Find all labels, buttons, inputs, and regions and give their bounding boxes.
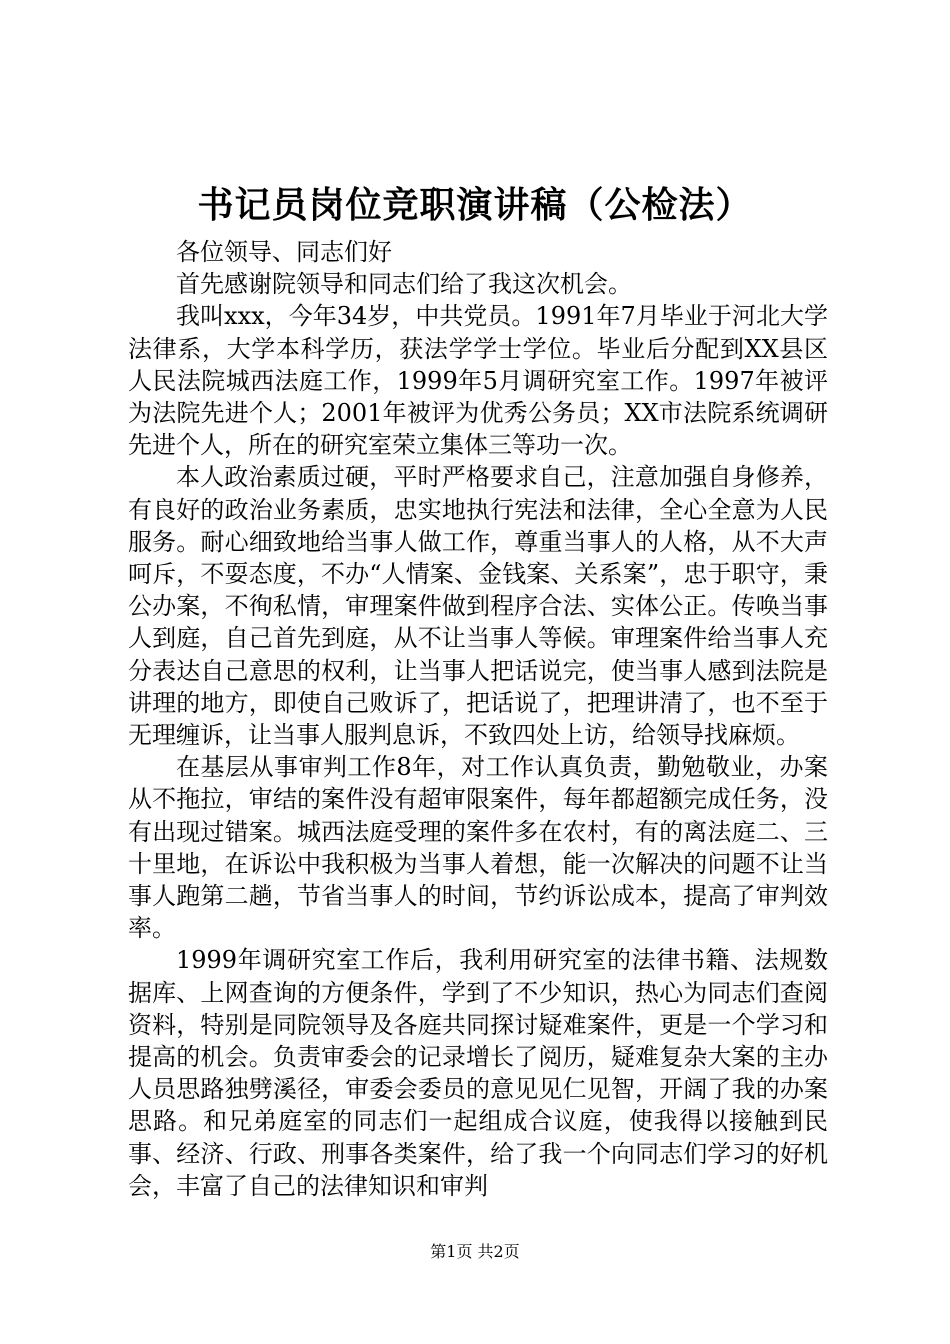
paragraph-introduction: 我叫xxx，今年34岁，中共党员。1991年7月毕业于河北大学法律系，大学本科学历，获法学学士学位。毕业后分配到XX县区人民法院城西法庭工作，1999年5月调研究室工作。1997年被评为法院先进个人；2001年被评为优秀公务员；XX市法院系统调研先进个人，所在的研究室荣立集体三等功一次。 <box>128 302 828 460</box>
page-number-footer: 第1页 共2页 <box>430 1242 520 1261</box>
paragraph-trial-work: 在基层从事审判工作8年，对工作认真负责，勤勉敬业，办案从不拖拉，审结的案件没有超审限案件，每年都超额完成任务，没有出现过错案。城西法庭受理的案件多在农村，有的离法庭二、三十里地，在诉讼中我积极为当事人着想，能一次解决的问题不让当事人跑第二趟，节省当事人的时间，节约诉讼成本，提高了审判效率。 <box>128 753 828 943</box>
paragraph-political-quality: 本人政治素质过硬，平时严格要求自己，注意加强自身修养，有良好的政治业务素质，忠实地执行宪法和法律，全心全意为人民服务。耐心细致地给当事人做工作，尊重当事人的人格，从不大声呵斥，不耍态度，不办“人情案、金钱案、关系案”，忠于职守，秉公办案，不徇私情，审理案件做到程序合法、实体公正。传唤当事人到庭，自己首先到庭，从不让当事人等候。审理案件给当事人充分表达自己意思的权利，让当事人把话说完，使当事人感到法院是讲理的地方，即使自己败诉了，把话说了，把理讲清了，也不至于无理缠诉，让当事人服判息诉，不致四处上访，给领导找麻烦。 <box>128 463 828 750</box>
paragraph-research-office: 1999年调研究室工作后，我利用研究室的法律书籍、法规数据库、上网查询的方便条件，学到了不少知识，热心为同志们查阅资料，特别是同院领导及各庭共同探讨疑难案件，更是一个学习和提高的机会。负责审委会的记录增长了阅历，疑难复杂大案的主办人员思路独劈溪径，审委会委员的意见见仁见智，开阔了我的办案思路。和兄弟庭室的同志们一起组成合议庭，使我得以接触到民事、经济、行政、刑事各类案件，给了我一个向同志们学习的好机会，丰富了自己的法律知识和审判 <box>128 946 828 1200</box>
paragraph-greeting: 各位领导、同志们好 <box>176 238 392 266</box>
document-title: 书记员岗位竞职演讲稿（公检法） <box>197 184 753 226</box>
paragraph-thanks: 首先感谢院领导和同志们给了我这次机会。 <box>176 270 632 299</box>
document-body <box>128 236 828 1202</box>
